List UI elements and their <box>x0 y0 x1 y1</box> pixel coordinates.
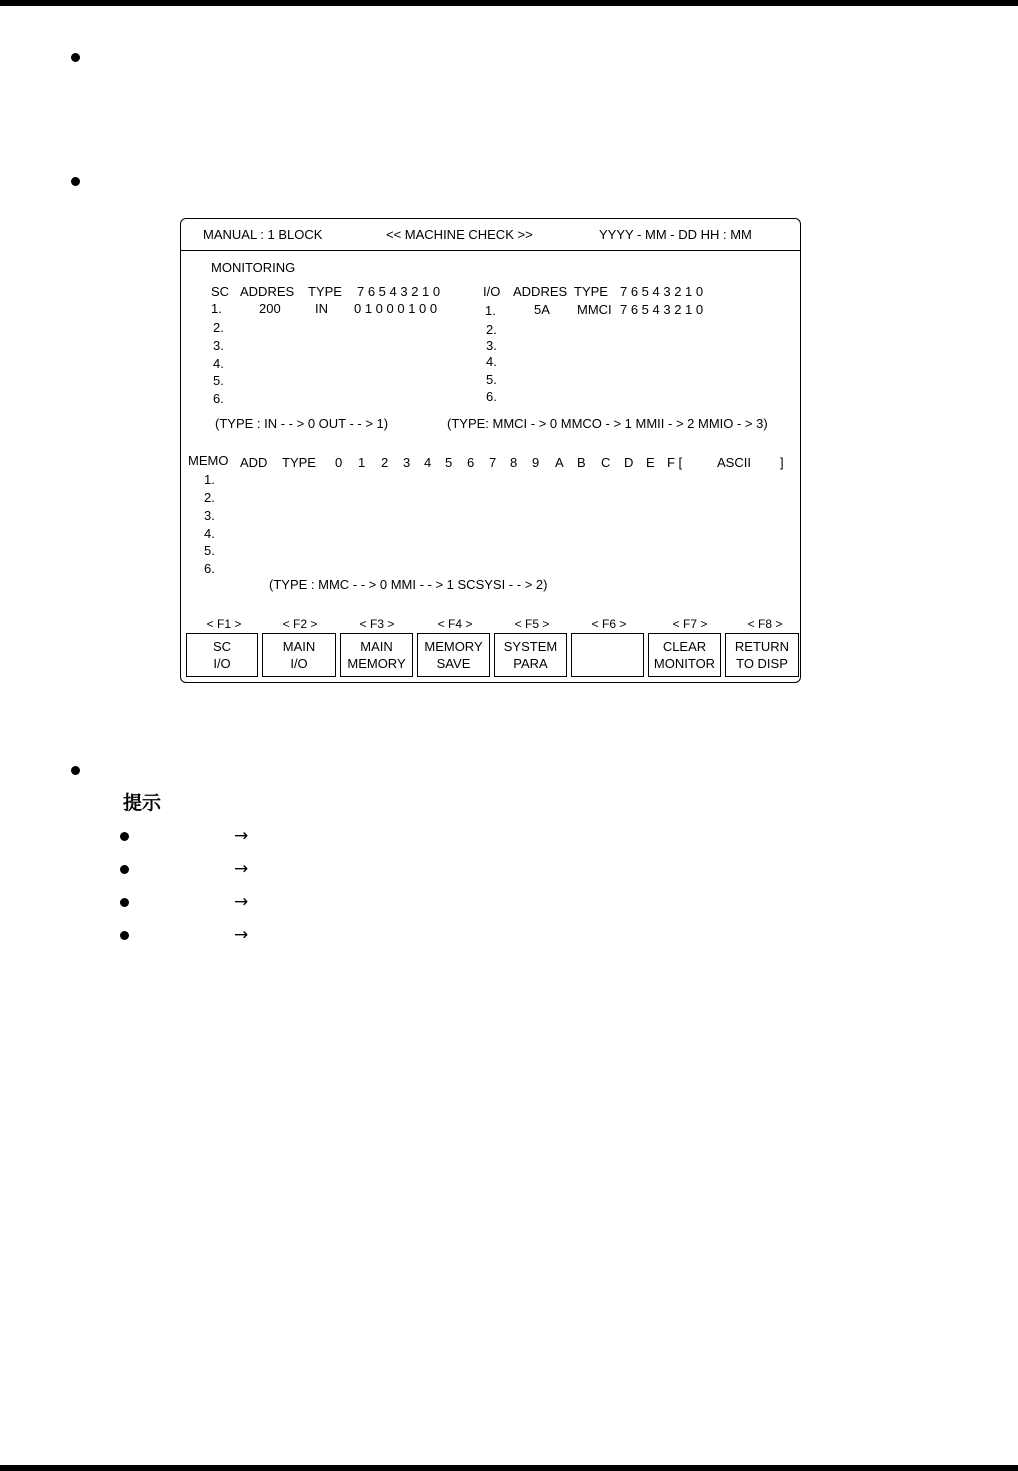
button-line: I/O <box>213 656 231 671</box>
io-row-no: 6. <box>486 389 497 404</box>
button-line: SC <box>212 639 232 654</box>
memo-col-header: 1 <box>358 455 366 470</box>
memo-col-header: C <box>601 455 611 470</box>
f6-button[interactable] <box>571 633 644 677</box>
memo-row-no: 3. <box>204 508 215 523</box>
memo-header: MEMO <box>188 453 229 468</box>
sc-row-no: 1. <box>211 301 222 316</box>
bullet-icon <box>120 931 129 940</box>
section-title: MONITORING <box>211 260 296 275</box>
top-rule <box>0 0 1018 6</box>
sc-header: SC <box>211 284 230 299</box>
bullet-icon <box>120 865 129 874</box>
memo-row-no: 6. <box>204 561 215 576</box>
mode-label: MANUAL : 1 BLOCK <box>203 227 323 242</box>
memo-col-header: B <box>577 455 586 470</box>
button-line: MEMORY <box>424 639 483 654</box>
button-line: SAVE <box>436 656 471 671</box>
memo-type-legend: (TYPE : MMC - - > 0 MMI - - > 1 SCSYSI - - > 2) <box>269 577 548 592</box>
bullet-icon <box>71 53 80 62</box>
io-type-header: TYPE <box>574 284 608 299</box>
button-line: MONITOR <box>653 656 716 671</box>
io-row-address: 5A <box>534 302 550 317</box>
memo-col-header: 2 <box>381 455 389 470</box>
button-line: MEMORY <box>347 656 406 671</box>
io-row-no: 3. <box>486 338 497 353</box>
f6-key-label: < F6 > <box>591 617 627 631</box>
f2-key-label: < F2 > <box>282 617 318 631</box>
sc-row-type: IN <box>315 301 328 316</box>
datetime-label: YYYY - MM - DD HH : MM <box>599 227 752 242</box>
sc-row-address: 200 <box>259 301 281 316</box>
sc-address-header: ADDRES <box>240 284 295 299</box>
header-divider <box>181 250 800 251</box>
sc-type-legend: (TYPE : IN - - > 0 OUT - - > 1) <box>215 416 389 431</box>
f4-key-label: < F4 > <box>437 617 473 631</box>
io-address-header: ADDRES <box>513 284 568 299</box>
io-type-legend: (TYPE: MMCI - > 0 MMCO - > 1 MMII - > 2 MMIO - > 3) <box>447 416 768 431</box>
f5-key-label: < F5 > <box>514 617 550 631</box>
memo-row-no: 2. <box>204 490 215 505</box>
memo-col-header: E <box>646 455 655 470</box>
memory-save-button[interactable] <box>417 633 490 677</box>
sc-row-no: 4. <box>213 356 224 371</box>
sc-bits-header: 7 6 5 4 3 2 1 0 <box>357 284 441 299</box>
memo-col-header: D <box>624 455 634 470</box>
memo-col-header: F [ <box>667 455 683 470</box>
hint-title: 提示 <box>123 792 162 814</box>
clear-monitor-button[interactable] <box>648 633 721 677</box>
button-line: I/O <box>290 656 308 671</box>
right-arrow-icon: → <box>234 826 249 846</box>
io-row-no: 5. <box>486 372 497 387</box>
button-line: RETURN <box>734 639 790 654</box>
bullet-icon <box>71 766 80 775</box>
memo-col-header: 9 <box>532 455 540 470</box>
machine-check-screen <box>180 218 801 683</box>
button-line: MAIN <box>360 639 393 654</box>
button-line: CLEAR <box>662 639 707 654</box>
memo-col-header: 3 <box>403 455 411 470</box>
button-line: PARA <box>513 656 548 671</box>
sc-row-no: 2. <box>213 320 224 335</box>
memo-col-header: 7 <box>489 455 497 470</box>
sc-row-no: 6. <box>213 391 224 406</box>
bottom-rule <box>0 1465 1018 1471</box>
io-row-type: MMCI <box>577 302 612 317</box>
io-row-no: 1. <box>485 303 496 318</box>
f7-key-label: < F7 > <box>672 617 708 631</box>
screen-title: << MACHINE CHECK >> <box>386 227 533 242</box>
memo-col-header: 0 <box>335 455 343 470</box>
memo-col-header: A <box>555 455 564 470</box>
io-row-bits: 7 6 5 4 3 2 1 0 <box>620 302 704 317</box>
sc-row-no: 3. <box>213 338 224 353</box>
memo-row-no: 4. <box>204 526 215 541</box>
right-arrow-icon: → <box>234 892 249 912</box>
io-row-no: 4. <box>486 354 497 369</box>
memo-type-header: TYPE <box>282 455 316 470</box>
memo-add-header: ADD <box>240 455 268 470</box>
system-para-button[interactable] <box>494 633 567 677</box>
sc-type-header: TYPE <box>308 284 342 299</box>
main-memory-button[interactable] <box>340 633 413 677</box>
bullet-icon <box>71 177 80 186</box>
sc-io-button[interactable] <box>186 633 258 677</box>
bullet-icon <box>120 832 129 841</box>
return-to-disp-button[interactable] <box>725 633 799 677</box>
memo-row-no: 5. <box>204 543 215 558</box>
memo-row-no: 1. <box>204 472 215 487</box>
f1-key-label: < F1 > <box>206 617 242 631</box>
memo-col-header: 5 <box>445 455 453 470</box>
button-line: MAIN <box>282 639 316 654</box>
io-header: I/O <box>483 284 501 299</box>
memo-ascii-header: ASCII <box>717 455 751 470</box>
memo-ascii-close: ] <box>780 455 784 470</box>
memo-col-header: 8 <box>510 455 518 470</box>
right-arrow-icon: → <box>234 859 249 879</box>
memo-col-header: 6 <box>467 455 475 470</box>
f8-key-label: < F8 > <box>747 617 783 631</box>
main-io-button[interactable] <box>262 633 336 677</box>
bullet-icon <box>120 898 129 907</box>
button-line: SYSTEM <box>503 639 558 654</box>
button-line: TO DISP <box>736 656 788 671</box>
memo-col-header: 4 <box>424 455 432 470</box>
right-arrow-icon: → <box>234 925 249 945</box>
f3-key-label: < F3 > <box>359 617 395 631</box>
io-bits-header: 7 6 5 4 3 2 1 0 <box>620 284 704 299</box>
io-row-no: 2. <box>486 322 497 337</box>
sc-row-bits: 0 1 0 0 0 1 0 0 <box>354 301 438 316</box>
sc-row-no: 5. <box>213 373 224 388</box>
